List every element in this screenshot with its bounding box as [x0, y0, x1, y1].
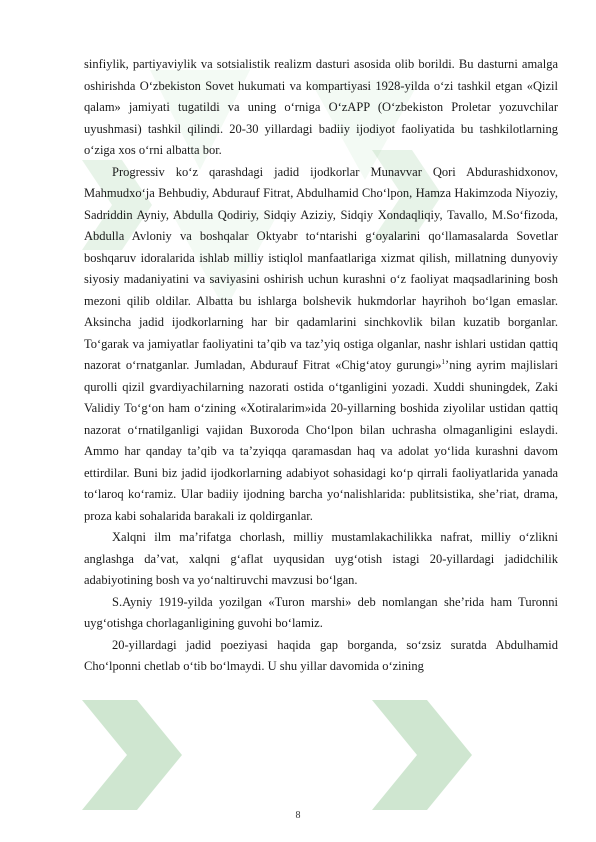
page-number: 8 — [295, 810, 301, 821]
paragraph-1: sinfiylik, partiyaviylik va sotsialistik realizm dasturi asosida olib borildi. Bu dasturni amalga oshirishda O‘zbekiston Sovet hukumati va kompartiyasi 1928-yilda o‘zi tashkil etgan «Qizil qalam» jamiyati tugatildi va uning o‘rniga O‘zAPP (O‘zbekiston Proletar yozuvchilar uyushmasi) tashkil qilindi. 20-30 yillardagi badiiy ijodiyot faoliyatida bu tashkilotlarning o‘ziga xos o‘rni albatta bor. — [84, 57, 558, 157]
paragraph-2 — [84, 162, 558, 528]
watermark-arrow-icon — [82, 700, 182, 810]
footnote-mark: 1 — [441, 357, 446, 366]
paragraph-4: S.Ayniy 1919-yilda yozilgan «Turon marshi» deb nomlangan she’rida ham Turonni uyg‘otishga chorlaganligining guvohi bo‘lamiz. — [84, 594, 558, 630]
paragraph-2-cont: ’ning ayrim majlislari qurolli qizil gvardiyachilarning nazorati ostida o‘tganligini yozadi. Xuddi shuningdek, Zaki Validiy To‘g‘on ham o‘zining «Xotiralarim»ida 20-yillarning boshida ziyolilar ustidan qattiq nazorat o‘rnatilganligi vajidan Buxoroda Cho‘lpon bilan uchrasha olmaganligini eslaydi. Ammo har qanday ta’qib va ta’zyiqqa qaramasdan haq va adolat yo‘lida kurashni davom ettirdilar. Buni biz jadid ijodkorlarning adabiyot sohasidagi ko‘p qirrali faoliyatlarida yanada to‘laroq ko‘ramiz. Ular badiiy ijodning barcha yo‘nalishlarida: publitsistika, she’riat, drama, proza kabi sohalarida barakali iz qoldirganlar. — [84, 358, 558, 523]
paragraph-5: 20-yillardagi jadid poeziyasi haqida gap borganda, so‘zsiz suratda Abdulhamid Cho‘lponni chetlab o‘tib bo‘lmaydi. U shu yillar davomida o‘zining — [84, 637, 558, 673]
watermark-arrow-icon — [372, 700, 472, 810]
watermark-green-bottom-right — [372, 700, 472, 810]
paragraph-2-text: Progressiv ko‘z qarashdagi jadid ijodkorlar Munavvar Qori Abdurashidxonov, Mahmudxo‘ja Behbudiy, Abdurauf Fitrat, Abdulhamid Cho‘lpon, Hamza Hakimzoda Niyoziy, Sadriddin Ayniy, Abdulla Qodiriy, Sidqiy Aziziy, Sidqiy Xondaqliqiy, Tavallo, M.So‘fizoda, Abdulla Avloniy va boshqalar Oktyabr to‘ntarishi g‘oyalarini qo‘llamasalarda Sovetlar boshqaruv idoralarida ishlab milliy istiqlol manfaatlariga xizmat qilish, millatning dunyoviy siyosiy madaniyatini va saviyasini oshirish uchun kurashni o‘z faoliyat maqsadlarining bosh mezoni qilib oldilar. Albatta bu ishlarga bolshevik hukmdorlar hayrihoh bo‘lgan emaslar. Aksincha jadid ijodkorlarning har bir qadamlarini sinchkovlik bilan kuzatib borganlar. To‘garak va jamiyatlar faoliyatini ta’qib va taz’yiq ostiga olganlar, nashr ishlari ustidan qattiq nazorat o‘rnatganlar. Jumladan, Abdurauf Fitrat «Chig‘atoy gurungi» — [84, 164, 558, 372]
paragraph-3: Xalqni ilm ma’rifatga chorlash, milliy mustamlakachilikka nafrat, milliy o‘zlikni anglashga da’vat, xalqni g‘aflat uyqusidan uyg‘otish istagi 20-yillardagi jadidchilik adabiyotining bosh va yo‘naltiruvchi mavzusi bo‘lgan. — [84, 530, 558, 587]
watermark-green-bottom-left — [82, 700, 182, 810]
document-body — [84, 54, 558, 678]
